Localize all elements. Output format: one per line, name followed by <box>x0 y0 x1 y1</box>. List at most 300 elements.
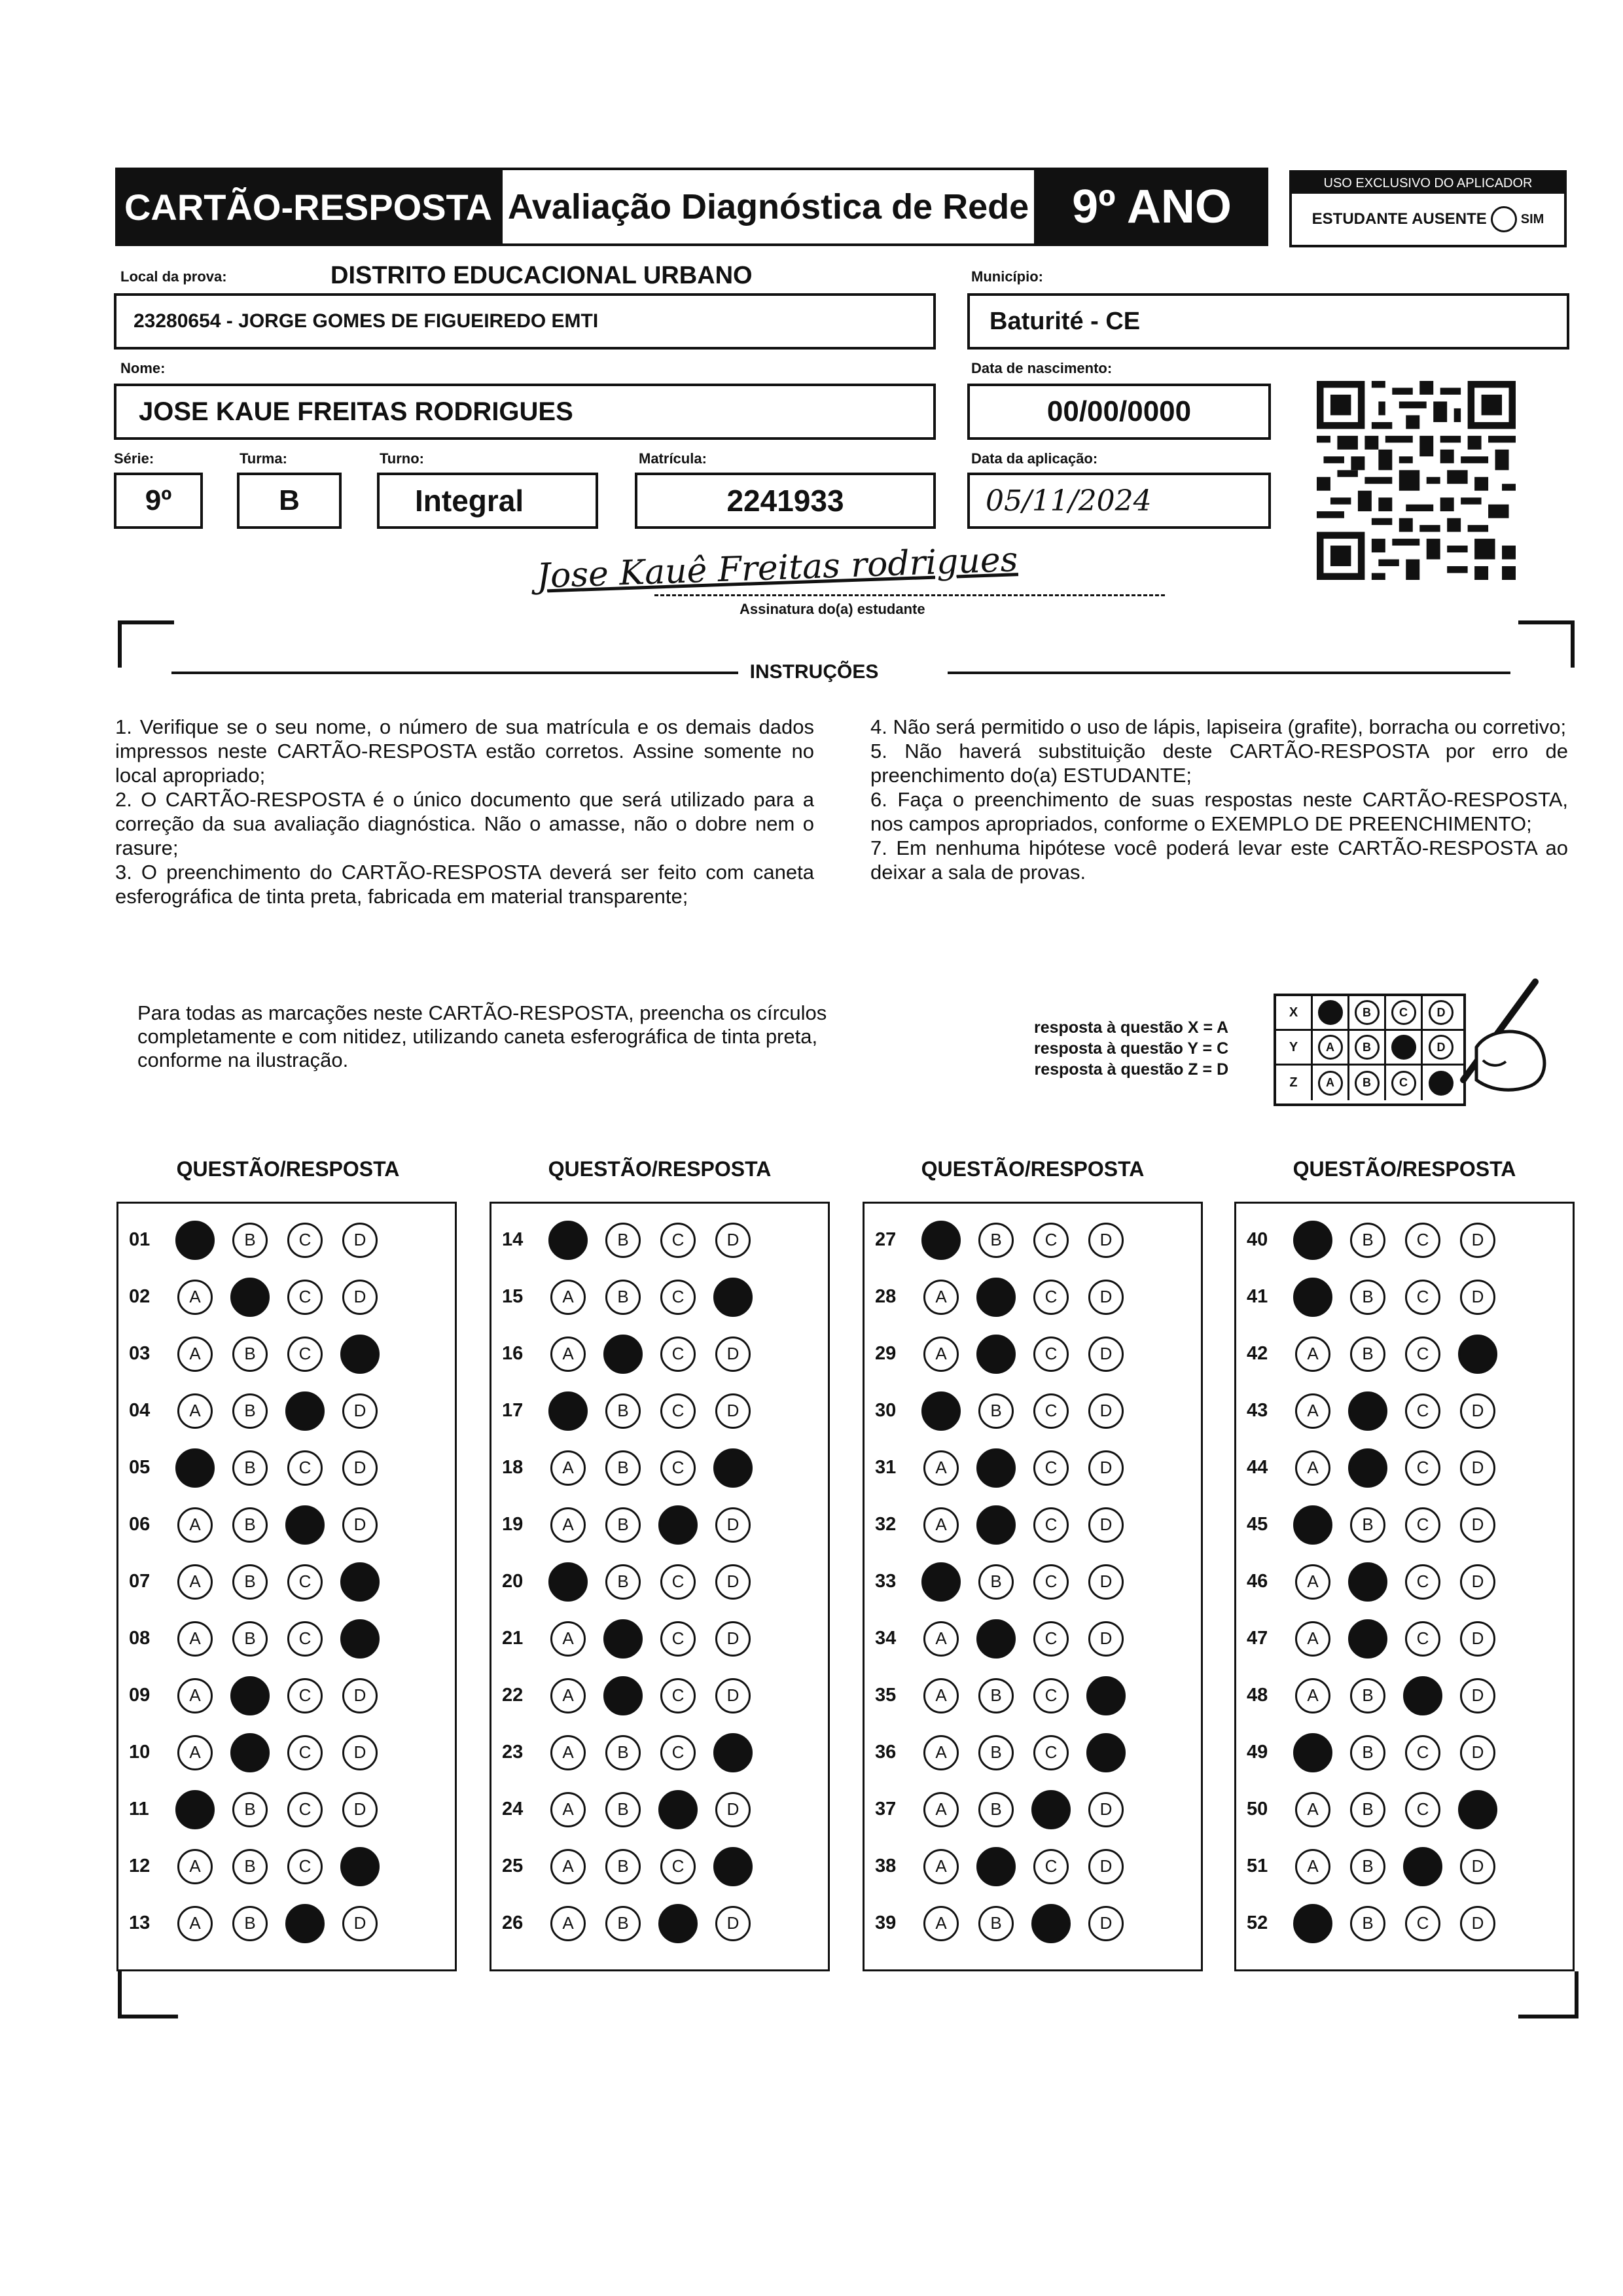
exam-subtitle <box>500 168 1037 246</box>
answer-bubble[interactable]: B <box>605 1735 641 1770</box>
question-number: 49 <box>1247 1742 1268 1763</box>
answer-bubble[interactable]: D <box>1460 1450 1495 1486</box>
answer-bubble[interactable]: C <box>1033 1223 1069 1258</box>
answer-bubble[interactable]: D <box>342 1450 378 1486</box>
answer-bubble-filled[interactable] <box>1293 1904 1332 1943</box>
answer-bubble[interactable]: B <box>1350 1678 1385 1713</box>
answer-bubble-filled[interactable] <box>285 1904 325 1943</box>
answer-bubble[interactable]: B <box>605 1507 641 1543</box>
answer-bubble[interactable]: A <box>1295 1849 1330 1884</box>
answer-row <box>865 1667 1201 1724</box>
nascimento-value: 00/00/0000 <box>1046 395 1192 427</box>
answer-bubble[interactable]: B <box>232 1792 268 1827</box>
question-number: 29 <box>875 1343 897 1364</box>
answer-bubble[interactable]: B <box>605 1564 641 1600</box>
answer-bubble-filled[interactable] <box>658 1904 698 1943</box>
answer-row <box>118 1610 455 1667</box>
answer-bubble[interactable]: A <box>1295 1450 1330 1486</box>
answer-bubble[interactable]: A <box>177 1735 213 1770</box>
exam-subtitle-text: Avaliação Diagnóstica de Rede <box>507 187 1029 226</box>
question-number: 39 <box>875 1912 897 1933</box>
answer-bubble[interactable]: C <box>660 1849 696 1884</box>
answer-bubble[interactable]: C <box>660 1450 696 1486</box>
question-number: 10 <box>129 1742 151 1763</box>
question-number: 42 <box>1247 1343 1268 1364</box>
answer-bubble[interactable]: D <box>715 1792 751 1827</box>
applicator-box <box>1289 170 1567 247</box>
answer-box-2 <box>490 1202 830 1971</box>
answer-row <box>118 1895 455 1952</box>
answer-bubble[interactable]: B <box>605 1450 641 1486</box>
answer-bubble[interactable]: D <box>1460 1393 1495 1429</box>
answer-row <box>491 1496 828 1553</box>
answer-bubble[interactable]: A <box>923 1792 959 1827</box>
answer-bubble[interactable]: C <box>1033 1678 1069 1713</box>
matricula-field <box>635 473 936 529</box>
answer-bubble[interactable]: A <box>177 1678 213 1713</box>
question-number: 32 <box>875 1514 897 1535</box>
answer-bubble[interactable]: D <box>342 1906 378 1941</box>
answer-bubble[interactable]: C <box>660 1621 696 1657</box>
answer-bubble[interactable]: C <box>287 1792 323 1827</box>
answer-bubble-filled[interactable] <box>921 1391 961 1431</box>
answer-bubble-filled[interactable] <box>285 1391 325 1431</box>
absent-checkbox[interactable] <box>1491 206 1517 232</box>
answer-bubble-filled[interactable] <box>1031 1790 1071 1829</box>
answer-bubble[interactable]: A <box>550 1906 586 1941</box>
answer-bubble[interactable]: B <box>978 1223 1014 1258</box>
instructions-left <box>115 715 814 908</box>
answer-bubble[interactable]: A <box>177 1393 213 1429</box>
nascimento-field <box>967 384 1271 440</box>
answer-bubble[interactable]: A <box>177 1849 213 1884</box>
answer-bubble[interactable]: A <box>550 1735 586 1770</box>
answer-bubble[interactable]: C <box>1405 1280 1440 1315</box>
answer-bubble[interactable]: D <box>1088 1280 1124 1315</box>
example-legend <box>1034 1017 1228 1080</box>
turno-field <box>377 473 598 529</box>
answer-bubble[interactable]: C <box>1033 1336 1069 1372</box>
answer-bubble[interactable]: A <box>177 1906 213 1941</box>
answer-bubble[interactable]: C <box>1405 1393 1440 1429</box>
answer-bubble[interactable]: C <box>1405 1792 1440 1827</box>
answer-bubble[interactable]: A <box>923 1621 959 1657</box>
example-bubble: C <box>1391 1000 1416 1025</box>
answer-bubble-filled[interactable] <box>976 1505 1016 1545</box>
answer-bubble-filled[interactable] <box>1086 1733 1126 1772</box>
example-row-label: Y <box>1276 1031 1313 1064</box>
answer-bubble[interactable]: B <box>1350 1280 1385 1315</box>
answer-bubble[interactable]: A <box>177 1280 213 1315</box>
answer-bubble[interactable]: B <box>978 1678 1014 1713</box>
nome-label: Nome: <box>120 360 166 376</box>
answer-bubble-filled[interactable] <box>548 1562 588 1602</box>
answer-bubble[interactable]: C <box>287 1450 323 1486</box>
answer-bubble[interactable]: D <box>1460 1223 1495 1258</box>
answer-bubble-filled[interactable] <box>340 1562 380 1602</box>
answer-bubble-filled[interactable] <box>1293 1278 1332 1317</box>
instructions-title: INSTRUÇÕES <box>749 661 879 683</box>
question-number: 37 <box>875 1799 897 1820</box>
answer-bubble[interactable]: C <box>660 1280 696 1315</box>
answer-bubble[interactable]: C <box>660 1393 696 1429</box>
answer-bubble[interactable]: A <box>923 1735 959 1770</box>
answer-bubble[interactable]: B <box>232 1450 268 1486</box>
answer-bubble[interactable]: A <box>177 1507 213 1543</box>
answer-bubble[interactable]: B <box>232 1336 268 1372</box>
answer-bubble[interactable]: A <box>1295 1393 1330 1429</box>
answer-bubble-filled[interactable] <box>230 1278 270 1317</box>
answer-bubble[interactable]: D <box>1088 1564 1124 1600</box>
answer-bubble-filled[interactable] <box>230 1676 270 1715</box>
question-number: 48 <box>1247 1685 1268 1706</box>
answer-bubble[interactable]: A <box>550 1336 586 1372</box>
answer-bubble[interactable]: B <box>232 1621 268 1657</box>
answer-bubble[interactable]: A <box>177 1621 213 1657</box>
question-number: 12 <box>129 1856 151 1876</box>
answer-bubble-filled[interactable] <box>1403 1847 1442 1886</box>
pen-hand-icon <box>1437 975 1555 1106</box>
answer-bubble-filled[interactable] <box>1293 1221 1332 1260</box>
answer-bubble[interactable]: A <box>550 1621 586 1657</box>
corner-mark-bottom-left <box>118 1971 178 2018</box>
answer-bubble[interactable]: D <box>1460 1621 1495 1657</box>
answer-bubble-filled[interactable] <box>713 1278 753 1317</box>
answer-bubble[interactable]: D <box>715 1336 751 1372</box>
answer-bubble[interactable]: C <box>1033 1450 1069 1486</box>
answer-bubble[interactable]: A <box>923 1849 959 1884</box>
question-number: 16 <box>502 1343 524 1364</box>
answer-bubble-filled[interactable] <box>976 1847 1016 1886</box>
answer-row <box>1236 1667 1573 1724</box>
answer-bubble[interactable]: D <box>715 1906 751 1941</box>
answer-bubble[interactable]: A <box>1295 1621 1330 1657</box>
answer-bubble[interactable]: B <box>978 1906 1014 1941</box>
answer-bubble[interactable]: A <box>550 1849 586 1884</box>
example-row-x <box>1276 996 1463 1031</box>
answer-bubble[interactable]: C <box>287 1336 323 1372</box>
answer-row <box>491 1724 828 1781</box>
answer-bubble-filled[interactable] <box>548 1221 588 1260</box>
answer-bubble[interactable]: B <box>1350 1223 1385 1258</box>
answer-bubble[interactable]: B <box>1350 1906 1385 1941</box>
answer-bubble[interactable]: C <box>287 1280 323 1315</box>
answer-bubble[interactable]: A <box>550 1792 586 1827</box>
answer-bubble-filled[interactable] <box>1403 1676 1442 1715</box>
answer-bubble[interactable]: D <box>1088 1621 1124 1657</box>
answer-bubble[interactable]: B <box>1350 1849 1385 1884</box>
matricula-value: 2241933 <box>726 484 844 518</box>
answer-bubble[interactable]: B <box>978 1393 1014 1429</box>
answer-bubble[interactable]: A <box>1295 1564 1330 1600</box>
answer-bubble[interactable]: C <box>1033 1621 1069 1657</box>
answer-bubble-filled[interactable] <box>175 1448 215 1488</box>
question-number: 28 <box>875 1286 897 1307</box>
turno-value: Integral <box>415 484 524 518</box>
answer-bubble[interactable]: A <box>177 1564 213 1600</box>
answer-bubble[interactable]: C <box>660 1678 696 1713</box>
answer-bubble-filled[interactable] <box>713 1448 753 1488</box>
question-number: 08 <box>129 1628 151 1649</box>
answer-bubble[interactable]: D <box>715 1223 751 1258</box>
answer-bubble[interactable]: B <box>232 1849 268 1884</box>
question-number: 05 <box>129 1457 151 1478</box>
answer-bubble[interactable]: C <box>287 1621 323 1657</box>
answer-bubble[interactable]: A <box>1295 1678 1330 1713</box>
answer-bubble[interactable]: C <box>287 1849 323 1884</box>
serie-value: 9º <box>145 484 172 516</box>
answer-bubble[interactable]: A <box>550 1450 586 1486</box>
answer-bubble[interactable]: B <box>232 1564 268 1600</box>
answer-bubble[interactable]: B <box>605 1906 641 1941</box>
answer-bubble[interactable]: B <box>1350 1792 1385 1827</box>
answer-row <box>118 1382 455 1439</box>
answer-bubble[interactable]: A <box>550 1280 586 1315</box>
answer-bubble[interactable]: A <box>923 1507 959 1543</box>
nome-value: JOSE KAUE FREITAS RODRIGUES <box>139 397 573 426</box>
answer-bubble[interactable]: B <box>1350 1735 1385 1770</box>
answer-bubble[interactable]: D <box>1460 1678 1495 1713</box>
answer-row <box>1236 1895 1573 1952</box>
turma-label: Turma: <box>240 450 287 467</box>
answer-bubble[interactable]: C <box>660 1735 696 1770</box>
question-number: 24 <box>502 1799 524 1820</box>
answer-bubble[interactable]: C <box>660 1223 696 1258</box>
answer-bubble[interactable]: B <box>232 1507 268 1543</box>
answer-bubble-filled[interactable] <box>1458 1335 1497 1374</box>
turma-field <box>237 473 342 529</box>
answer-bubble-filled[interactable] <box>976 1278 1016 1317</box>
answer-bubble-filled[interactable] <box>1348 1562 1387 1602</box>
answer-bubble[interactable]: D <box>1088 1393 1124 1429</box>
answer-bubble[interactable]: B <box>605 1393 641 1429</box>
answer-bubble-filled[interactable] <box>1086 1676 1126 1715</box>
answer-bubble[interactable]: D <box>1088 1792 1124 1827</box>
answer-bubble-filled[interactable] <box>285 1505 325 1545</box>
answer-bubble-filled[interactable] <box>340 1335 380 1374</box>
answer-bubble-filled[interactable] <box>713 1733 753 1772</box>
answer-bubble[interactable]: C <box>1033 1393 1069 1429</box>
answer-bubble[interactable]: C <box>1405 1564 1440 1600</box>
answer-bubble-filled[interactable] <box>921 1221 961 1260</box>
answer-bubble[interactable]: A <box>1295 1792 1330 1827</box>
answer-bubble[interactable]: C <box>287 1735 323 1770</box>
answer-bubble[interactable]: D <box>1088 1223 1124 1258</box>
answer-bubble[interactable]: A <box>923 1906 959 1941</box>
answer-bubble[interactable]: C <box>1033 1735 1069 1770</box>
aplicacao-field[interactable] <box>967 473 1271 529</box>
answer-bubble[interactable]: B <box>232 1906 268 1941</box>
answer-bubble[interactable]: A <box>550 1507 586 1543</box>
answer-bubble[interactable]: B <box>232 1393 268 1429</box>
instruction-6: 6. Faça o preenchimento de suas respostas neste CARTÃO-RESPOSTA, nos campos apropriados, conforme o EXEMPLO DE PREENCHIMENTO; <box>870 788 1568 835</box>
answer-row <box>865 1838 1201 1895</box>
signature-line <box>654 594 1165 596</box>
answer-bubble[interactable]: C <box>1033 1280 1069 1315</box>
answer-row <box>491 1781 828 1838</box>
answer-row <box>1236 1553 1573 1610</box>
answer-bubble[interactable]: C <box>1033 1849 1069 1884</box>
answer-bubble[interactable]: C <box>660 1564 696 1600</box>
answer-bubble[interactable]: D <box>1088 1849 1124 1884</box>
answer-row <box>118 1781 455 1838</box>
answer-bubble[interactable]: B <box>605 1792 641 1827</box>
answer-bubble[interactable]: D <box>342 1678 378 1713</box>
answer-row <box>118 1838 455 1895</box>
answer-section-title-4: QUESTÃO/RESPOSTA <box>1293 1157 1516 1181</box>
answer-bubble[interactable]: A <box>177 1336 213 1372</box>
answer-bubble-filled[interactable] <box>921 1562 961 1602</box>
answer-bubble-filled[interactable] <box>603 1676 643 1715</box>
instruction-5: 5. Não haverá substituição deste CARTÃO-RESPOSTA por erro de preenchimento do(a) ESTUDANTE; <box>870 740 1568 787</box>
answer-bubble[interactable]: A <box>923 1678 959 1713</box>
question-number: 25 <box>502 1856 524 1876</box>
answer-bubble[interactable]: D <box>715 1621 751 1657</box>
answer-row <box>491 1553 828 1610</box>
answer-bubble-filled[interactable] <box>1348 1391 1387 1431</box>
turma-value: B <box>279 484 300 516</box>
local-field <box>114 293 936 350</box>
answer-bubble[interactable]: D <box>715 1507 751 1543</box>
answer-bubble[interactable]: B <box>232 1223 268 1258</box>
card-title <box>115 168 501 246</box>
answer-bubble[interactable]: D <box>1460 1507 1495 1543</box>
question-number: 01 <box>129 1229 151 1250</box>
answer-bubble[interactable]: B <box>605 1280 641 1315</box>
answer-bubble[interactable]: C <box>1405 1450 1440 1486</box>
answer-bubble-filled[interactable] <box>548 1391 588 1431</box>
answer-bubble[interactable]: C <box>1033 1564 1069 1600</box>
serie-label: Série: <box>114 450 154 467</box>
answer-bubble-filled[interactable] <box>1031 1904 1071 1943</box>
answer-bubble[interactable]: C <box>287 1223 323 1258</box>
answer-bubble-filled[interactable] <box>976 1448 1016 1488</box>
corner-mark-top-left <box>118 620 174 668</box>
answer-bubble[interactable]: D <box>342 1507 378 1543</box>
answer-bubble[interactable]: D <box>342 1792 378 1827</box>
instruction-7: 7. Em nenhuma hipótese você poderá levar este CARTÃO-RESPOSTA ao deixar a sala de provas. <box>870 836 1568 884</box>
answer-bubble[interactable]: D <box>1088 1336 1124 1372</box>
answer-bubble-filled[interactable] <box>230 1733 270 1772</box>
answer-bubble[interactable]: C <box>1405 1336 1440 1372</box>
answer-bubble-filled[interactable] <box>340 1619 380 1659</box>
grade-badge-text: 9º ANO <box>1072 181 1232 233</box>
answer-bubble[interactable]: D <box>342 1223 378 1258</box>
answer-bubble-filled[interactable] <box>603 1619 643 1659</box>
answer-bubble-filled[interactable] <box>175 1221 215 1260</box>
question-number: 52 <box>1247 1912 1268 1933</box>
answer-bubble-filled[interactable] <box>175 1790 215 1829</box>
answer-bubble[interactable]: B <box>978 1792 1014 1827</box>
answer-bubble[interactable]: C <box>1405 1735 1440 1770</box>
answer-bubble[interactable]: D <box>1460 1564 1495 1600</box>
answer-bubble-filled[interactable] <box>1348 1448 1387 1488</box>
answer-bubble[interactable]: C <box>660 1336 696 1372</box>
answer-bubble[interactable]: D <box>1460 1735 1495 1770</box>
question-number: 03 <box>129 1343 151 1364</box>
answer-bubble-filled[interactable] <box>976 1619 1016 1659</box>
answer-bubble[interactable]: D <box>1088 1507 1124 1543</box>
answer-bubble[interactable]: A <box>1295 1336 1330 1372</box>
answer-bubble[interactable]: A <box>550 1678 586 1713</box>
instruction-1: 1. Verifique se o seu nome, o número de sua matrícula e os demais dados impressos neste CARTÃO-RESPOSTA estão corretos. Assine somente no local apropriado; <box>115 715 814 787</box>
answer-bubble[interactable]: C <box>1405 1223 1440 1258</box>
question-number: 35 <box>875 1685 897 1706</box>
question-number: 02 <box>129 1286 151 1307</box>
answer-bubble-filled[interactable] <box>1458 1790 1497 1829</box>
answer-bubble[interactable]: B <box>1350 1336 1385 1372</box>
answer-bubble-filled[interactable] <box>1293 1733 1332 1772</box>
answer-bubble-filled[interactable] <box>340 1847 380 1886</box>
answer-bubble[interactable]: C <box>1405 1507 1440 1543</box>
answer-bubble-filled[interactable] <box>713 1847 753 1886</box>
answer-bubble[interactable]: D <box>342 1735 378 1770</box>
fill-instructions: Para todas as marcações neste CARTÃO-RESPOSTA, preencha os círculos completamente e com nitidez, utilizando caneta esferográfica de tinta preta, conforme na ilustração. <box>137 1001 827 1071</box>
answer-bubble[interactable]: A <box>923 1280 959 1315</box>
answer-bubble[interactable]: C <box>1405 1906 1440 1941</box>
answer-bubble[interactable]: D <box>342 1280 378 1315</box>
answer-bubble-filled[interactable] <box>1293 1505 1332 1545</box>
example-row-y <box>1276 1031 1463 1066</box>
question-number: 15 <box>502 1286 524 1307</box>
answer-bubble[interactable]: C <box>287 1678 323 1713</box>
answer-row <box>865 1895 1201 1952</box>
local-district: DISTRITO EDUCACIONAL URBANO <box>330 262 753 289</box>
aplicacao-label: Data da aplicação: <box>971 450 1098 467</box>
answer-bubble[interactable]: D <box>715 1678 751 1713</box>
answer-bubble[interactable]: D <box>1460 1849 1495 1884</box>
answer-bubble[interactable]: D <box>1460 1906 1495 1941</box>
answer-bubble[interactable]: D <box>342 1393 378 1429</box>
answer-bubble-filled[interactable] <box>658 1505 698 1545</box>
answer-bubble[interactable]: A <box>923 1336 959 1372</box>
answer-bubble[interactable]: B <box>978 1564 1014 1600</box>
instructions-rule-left <box>171 672 738 674</box>
answer-row <box>865 1382 1201 1439</box>
signature-label: Assinatura do(a) estudante <box>740 601 925 617</box>
answer-row <box>491 1439 828 1496</box>
answer-bubble[interactable]: D <box>1460 1280 1495 1315</box>
answer-bubble[interactable]: D <box>715 1564 751 1600</box>
answer-bubble[interactable]: B <box>978 1735 1014 1770</box>
answer-bubble-filled[interactable] <box>1348 1619 1387 1659</box>
answer-bubble[interactable]: B <box>1350 1507 1385 1543</box>
answer-bubble[interactable]: D <box>1088 1450 1124 1486</box>
question-number: 36 <box>875 1742 897 1763</box>
answer-bubble-filled[interactable] <box>603 1335 643 1374</box>
answer-bubble[interactable]: A <box>923 1450 959 1486</box>
question-number: 46 <box>1247 1571 1268 1592</box>
card-title-text: CARTÃO-RESPOSTA <box>124 186 493 228</box>
answer-row <box>118 1553 455 1610</box>
answer-bubble[interactable]: B <box>605 1223 641 1258</box>
question-number: 34 <box>875 1628 897 1649</box>
answer-bubble[interactable]: D <box>715 1393 751 1429</box>
answer-bubble[interactable]: C <box>287 1564 323 1600</box>
answer-row <box>865 1724 1201 1781</box>
example-legend-y: resposta à questão Y = C <box>1034 1039 1229 1058</box>
example-legend-x: resposta à questão X = A <box>1034 1018 1229 1037</box>
answer-bubble[interactable]: D <box>1088 1906 1124 1941</box>
answer-row <box>865 1268 1201 1325</box>
answer-bubble[interactable]: B <box>605 1849 641 1884</box>
answer-bubble-filled[interactable] <box>658 1790 698 1829</box>
question-number: 47 <box>1247 1628 1268 1649</box>
answer-bubble[interactable]: C <box>1033 1507 1069 1543</box>
answer-bubble-filled[interactable] <box>976 1335 1016 1374</box>
answer-row <box>118 1667 455 1724</box>
answer-bubble[interactable]: C <box>1405 1621 1440 1657</box>
